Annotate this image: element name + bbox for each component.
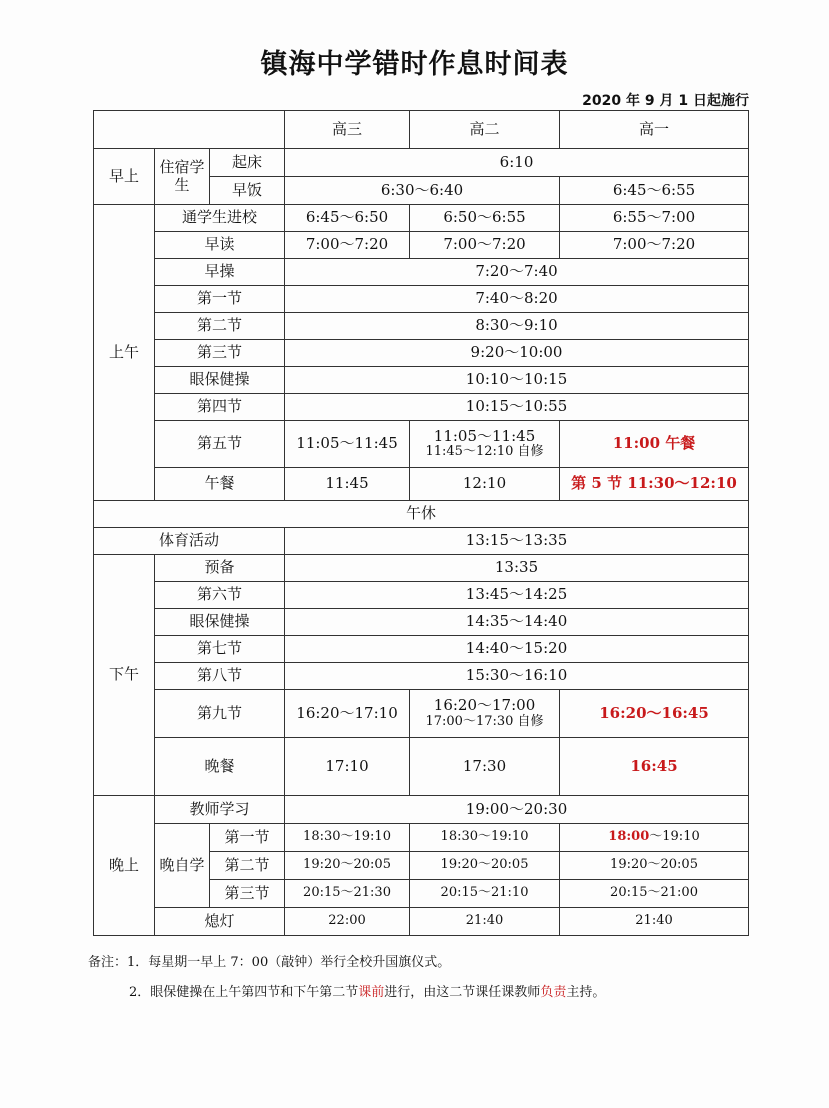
period-2-label: 第二节 [155,313,285,340]
arrive-g2: 6:50～6:55 [410,205,560,232]
note-2-part-a: 2．眼保健操在上午第四节和下午第二节 [129,985,359,1000]
evening-2-g1: 19:20～20:05 [560,852,749,880]
eye-exercise-am-label: 眼保健操 [155,367,285,394]
eye-exercise-pm-label: 眼保健操 [155,609,285,636]
period-5-g2-class: 11:05～11:45 [433,426,536,445]
period-9-g2 [410,690,560,738]
table-row [94,340,749,367]
wake-label: 起床 [210,149,285,177]
period-8-time: 15:30～16:10 [285,663,749,690]
table-row [94,259,749,286]
table-row [94,421,749,468]
table-row [94,636,749,663]
period-9-label: 第九节 [155,690,285,738]
table-row [94,582,749,609]
exercise-label: 早操 [155,259,285,286]
evening-2-g2: 19:20～20:05 [410,852,560,880]
period-1-label: 第一节 [155,286,285,313]
schedule-table [93,110,749,936]
evening-3-g1: 20:15～21:00 [560,880,749,908]
evening-1-g1 [560,824,749,852]
section-morning: 早上 [94,149,155,205]
note-1: 备注：1．每星期一早上 7：00（敲钟）举行全校升国旗仪式。 [88,955,451,970]
period-9-g3: 16:20～17:10 [285,690,410,738]
period-3-time: 9:20～10:00 [285,340,749,367]
table-row [94,555,749,582]
note-2 [88,978,778,1008]
lights-out-g2: 21:40 [410,908,560,936]
note-2-part-b: 进行，由这二节课任课教师 [384,985,541,1000]
page-title: 镇海中学错时作息时间表 [260,49,569,80]
teacher-study-label: 教师学习 [155,796,285,824]
breakfast-g3-g2: 6:30～6:40 [285,177,560,205]
read-g3: 7:00～7:20 [285,232,410,259]
evening-3-label: 第三节 [210,880,285,908]
table-row [94,232,749,259]
evening-1-g1-end: ～19:10 [649,829,700,845]
lunch-g1: 第 5 节 11:30～12:10 [560,468,749,501]
arrive-label: 通学生进校 [155,205,285,232]
arrive-g3: 6:45～6:50 [285,205,410,232]
period-4-label: 第四节 [155,394,285,421]
period-5-g3: 11:05～11:45 [285,421,410,468]
sports-time: 13:15～13:35 [285,528,749,555]
read-g1: 7:00～7:20 [560,232,749,259]
section-forenoon: 上午 [94,205,155,501]
period-7-time: 14:40～15:20 [285,636,749,663]
table-row [94,609,749,636]
notes [88,948,778,1008]
period-5-label: 第五节 [155,421,285,468]
read-g2: 7:00～7:20 [410,232,560,259]
eye-exercise-pm-time: 14:35～14:40 [285,609,749,636]
effective-date: 2020 年 9 月 1 日起施行 [582,93,749,109]
wake-time: 6:10 [285,149,749,177]
evening-1-g3: 18:30～19:10 [285,824,410,852]
table-row [94,501,749,528]
table-row [94,149,749,177]
evening-1-g1-start: 18:00 [608,829,650,845]
period-6-time: 13:45～14:25 [285,582,749,609]
table-row [94,286,749,313]
lights-out-g1: 21:40 [560,908,749,936]
table-row [94,796,749,824]
table-row [94,908,749,936]
exercise-time: 7:20～7:40 [285,259,749,286]
boarding-label: 住宿学生 [155,149,210,205]
teacher-study-time: 19:00～20:30 [285,796,749,824]
table-row [94,205,749,232]
section-afternoon: 下午 [94,555,155,796]
evening-2-label: 第二节 [210,852,285,880]
period-9-g1: 16:20～16:45 [560,690,749,738]
header-corner [94,111,285,149]
evening-1-g2: 18:30～19:10 [410,824,560,852]
lunch-label: 午餐 [155,468,285,501]
prep-label: 预备 [155,555,285,582]
evening-3-g2: 20:15～21:10 [410,880,560,908]
arrive-g1: 6:55～7:00 [560,205,749,232]
note-2-highlight-2: 负责 [540,985,567,1000]
period-9-g2-self-study: 17:00～17:30 自修 [425,713,544,729]
period-9-g2-class: 16:20～17:00 [433,696,536,715]
evening-3-g3: 20:15～21:30 [285,880,410,908]
table-row [94,313,749,340]
prep-time: 13:35 [285,555,749,582]
dinner-label: 晚餐 [155,738,285,796]
table-row [94,468,749,501]
header-grade-3: 高三 [285,111,410,149]
dinner-g1: 16:45 [560,738,749,796]
table-row [94,394,749,421]
table-row [94,663,749,690]
period-2-time: 8:30～9:10 [285,313,749,340]
lights-out-label: 熄灯 [155,908,285,936]
breakfast-g1: 6:45～6:55 [560,177,749,205]
eye-exercise-am-time: 10:10～10:15 [285,367,749,394]
table-row [94,367,749,394]
sports-label: 体育活动 [94,528,285,555]
dinner-g2: 17:30 [410,738,560,796]
period-3-label: 第三节 [155,340,285,367]
header-grade-2: 高二 [410,111,560,149]
table-row [94,528,749,555]
period-4-time: 10:15～10:55 [285,394,749,421]
dinner-g3: 17:10 [285,738,410,796]
period-6-label: 第六节 [155,582,285,609]
evening-1-label: 第一节 [210,824,285,852]
period-5-g1: 11:00 午餐 [560,421,749,468]
period-5-g2 [410,421,560,468]
note-2-highlight-1: 课前 [358,985,385,1000]
lunch-g2: 12:10 [410,468,560,501]
self-study-label: 晚自学 [155,824,210,908]
evening-2-g3: 19:20～20:05 [285,852,410,880]
table-row [94,690,749,738]
read-label: 早读 [155,232,285,259]
lunch-g3: 11:45 [285,468,410,501]
section-evening: 晚上 [94,796,155,936]
note-2-part-c: 主持。 [566,985,606,1000]
header-grade-1: 高一 [560,111,749,149]
period-8-label: 第八节 [155,663,285,690]
noon-break: 午休 [94,501,749,528]
period-1-time: 7:40～8:20 [285,286,749,313]
period-5-g2-self-study: 11:45～12:10 自修 [425,444,544,460]
period-7-label: 第七节 [155,636,285,663]
table-row [94,824,749,852]
lights-out-g3: 22:00 [285,908,410,936]
breakfast-label: 早饭 [210,177,285,205]
table-header-row [94,111,749,149]
table-row [94,738,749,796]
